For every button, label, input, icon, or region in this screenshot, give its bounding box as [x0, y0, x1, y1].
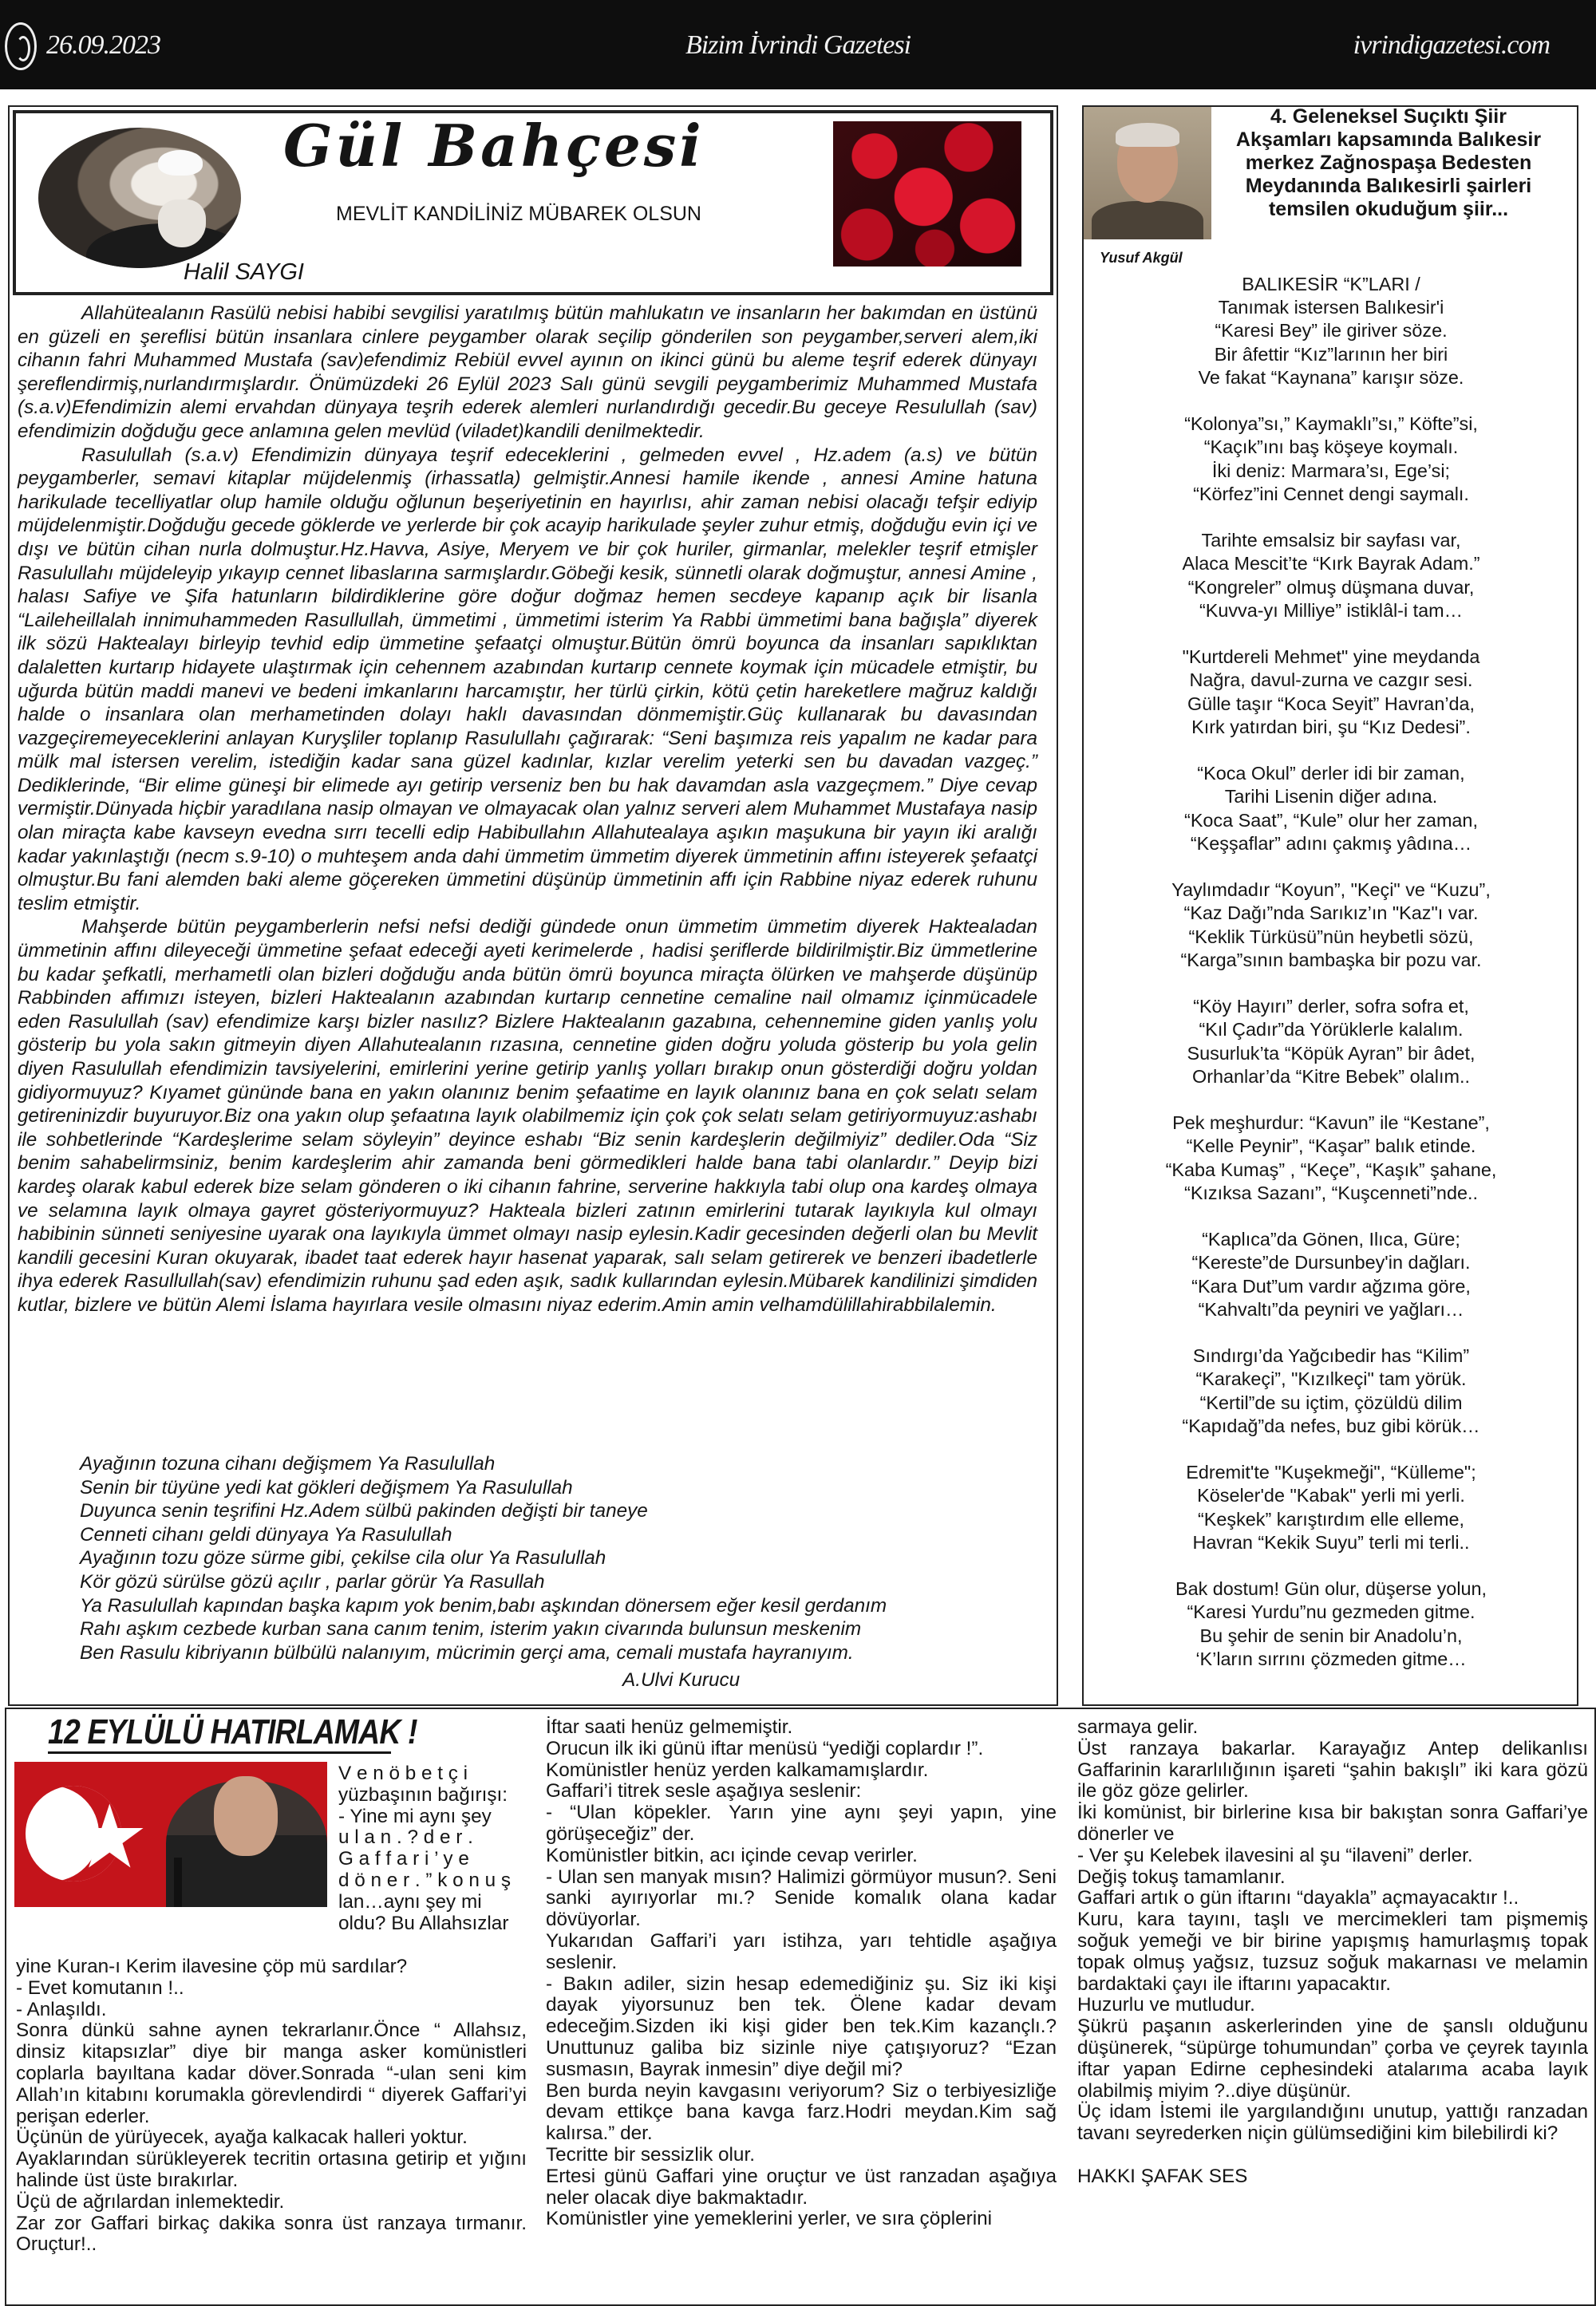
- author-name: Yusuf Akgül: [1100, 250, 1183, 266]
- poem-line: Alaca Mescit’te “Kırk Bayrak Adam.”: [1182, 553, 1480, 575]
- star-icon: ★: [70, 1788, 149, 1886]
- poem-line: Tarihi Lisenin diğer adına.: [1224, 786, 1438, 807]
- article-paragraph: Üçü de ağrılardan inlemektedir.: [16, 2190, 285, 2213]
- article-line: oldu? Bu Allahsızlar: [338, 1912, 509, 1934]
- greeting-line: MEVLİT KANDİLİNİZ MÜBAREK OLSUN: [336, 203, 701, 225]
- poem-line: “Karesi Bey” ile giriver söze.: [1215, 320, 1448, 342]
- poem-line: Pek meşhurdur: “Kavun” ile “Kestane”,: [1172, 1112, 1490, 1134]
- poem-stanza: [1085, 1345, 1577, 1438]
- article-paragraph: Huzurlu ve mutludur.: [1077, 1994, 1255, 2016]
- poem-stanza: [1085, 879, 1577, 972]
- poem-line: “Keklik Türküsü”nün heybetli sözü,: [1188, 926, 1474, 947]
- poem-stanza: [1085, 762, 1577, 855]
- poem-line: “Körfez”ini Cennet dengi saymalı.: [1193, 483, 1469, 504]
- poem-line: Orhanlar’da “Kitre Bebek” olalım..: [1192, 1065, 1470, 1087]
- flag-portrait-photo: [14, 1762, 327, 1907]
- poem-line: BALIKESİR “K”LARI /: [1242, 274, 1420, 294]
- newspaper-title: Bizim İvrindi Gazetesi: [685, 30, 911, 60]
- article-line: u l a n . ? d e r .: [338, 1826, 473, 1849]
- article-column-3: [1077, 1717, 1588, 2188]
- poem-stanza: [1085, 995, 1577, 1088]
- poem-line: “Köy Hayırı” derler, sofra sofra et,: [1193, 996, 1469, 1017]
- poem-line: “Kıl Çadır”da Yörüklerle kalalım.: [1199, 1019, 1464, 1040]
- poem-line: “Kara Dut”um vardır ağzıma göre,: [1191, 1275, 1471, 1297]
- article-line: G a f f a r i ’ y e: [338, 1848, 469, 1870]
- poem-intro-heading: 4. Geleneksel Suçıktı Şiir Akşamları kapsamında Balıkesir merkez Zağnospaşa Bedesten Meydanında Balıkesirli şairleri temsilen okuduğum şiir...: [1235, 105, 1542, 220]
- article-paragraph: Şükrü paşanın askerlerinden yine de şanslı olduğunu düşünerek, “süpürge tohumundan” çorba ve çeyrek tayınla iftar yapan Edirne cephesindeki atalarıma acaba layık olabilmiş miyim ?..diye düşünür.: [1077, 2016, 1588, 2102]
- poem-line: Tanımak istersen Balıkesir'i: [1218, 297, 1444, 318]
- article-paragraph: Ayaklarından sürükleyerek tecritin ortasına getirip et yığını halinde üst üste bırakırlar.: [16, 2148, 527, 2191]
- poem-line: “Koca Saat”, “Kule” olur her zaman,: [1184, 809, 1478, 831]
- balikesir-poem: [1085, 273, 1577, 1694]
- poem-line: Gülle taşır “Koca Seyit” Havran’da,: [1187, 693, 1476, 714]
- article-line: yüzbaşının bağırışı:: [338, 1783, 508, 1806]
- article-paragraph: Komünistler bitkin, acı içinde cevap verirler.: [546, 1844, 918, 1866]
- article-title: 12 EYLÜLÜ HATIRLAMAK !: [48, 1712, 417, 1751]
- article-paragraph: Orucun ilk iki günü iftar menüsü “yediği coplardır !”.: [546, 1737, 984, 1759]
- poem-line: “Karesi Yurdu”nu gezmeden gitme.: [1187, 1601, 1476, 1623]
- poem-line: “Kolonya”sı,” Kaymaklı”sı,” Köfte”si,: [1184, 413, 1478, 435]
- poem-line: “Kaz Dağı”nda Sarıkız’ın "Kaz"ı var.: [1183, 902, 1479, 924]
- poem-line: “Karakeçi”, "Kızılkeçi" tam yörük.: [1195, 1368, 1467, 1390]
- naat-poem: [80, 1452, 887, 1664]
- article-paragraph: Kuru, kara tayını, taşlı ve mercimekleri tam pişmemiş soğuk yemeği ve bir birine yapışmış hamurlaşmış topak topak olmuş yağsız, tuzsuz soğuk makarnası ve melamin bardaktaki çayı ile iftarını yapacaktır.: [1077, 1909, 1588, 1995]
- issue-date: 26.09.2023: [46, 30, 160, 60]
- newspaper-url[interactable]: ivrindigazetesi.com: [1353, 30, 1550, 60]
- poem-line: Cenneti cihanı geldi dünyaya Ya Rasulullah: [80, 1523, 452, 1546]
- poem-line: Bu şehir de senin bir Anadolu’n,: [1199, 1625, 1463, 1646]
- poem-line: Ve fakat “Kaynana” karışır söze.: [1198, 366, 1464, 388]
- poem-line: “Kertil”de su içtim, çözüldü dilim: [1199, 1392, 1463, 1413]
- article-paragraph: İki komünist, bir birlerine kısa bir bakıştan sonra Gaffari’ye dönerler ve: [1077, 1802, 1588, 1845]
- article-paragraph: Gaffari’i titrek sesle aşağıya seslenir:: [546, 1780, 862, 1803]
- article-paragraph: Ertesi günü Gaffari yine oruçtur ve üst ranzadan aşağıya neler olacak diye bakmaktadır.: [546, 2165, 1057, 2209]
- poem-line: İki deniz: Marmara’sı, Ege’si;: [1211, 460, 1451, 481]
- article-paragraph: - Ver şu Kelebek ilavesini al şu “ilaveni” derler.: [1077, 1844, 1473, 1866]
- roses-image: [833, 121, 1021, 267]
- title-underline: [48, 1751, 391, 1754]
- article-paragraph: - Evet komutanın !..: [16, 1976, 184, 1999]
- article-paragraph: Allahütealanın Rasülü nebisi habibi sevgilisi yaratılmış bütün mahlukatın ve insanların her bakımdan en üstünü en güzeli en şereflisi bütün insanlara cinlere peygamber olarak seçilip gönderilen son peygamber,serveri alem,iki cihanın fahri Muhammed Mustafa (sav)efendimiz Rebiül evvel ayının on ikinci günü bu aleme teşrif ederek dünyayı şereflendirmiş,nurlandırmışlardır. Önümüzdeki 26 Eylül 2023 Salı günü sevgili peygamberimiz Muhammed Mustafa (s.a.v)Efendimizin alemi ervahdan dünyaya teşrih ederek alemleri nurlandırdığı gecedir.Bu geceye Resulullah (sav) efendimizin doğduğu gece anlamına gelen mevlüd (viladet)kandili denilmektedir.: [18, 302, 1037, 442]
- poem-line: Ya Rasulullah kapından başka kapım yok benim,babı aşkından dönersem eğer kesil gerdanım: [80, 1594, 887, 1617]
- article-paragraph: Rasulullah (s.a.v) Efendimizin dünyaya teşrif edeceklerini , gelmeden evvel , Hz.adem (a.s) ve bütün peygamberler, semavi kitaplar müjdelenmiş (irhassatla) gelmiştir.Annesi hamile ikende , annesi Amine hatuna harikulade tecelliyatlar olup hamile olduğu oğlunun beşeriyetinin en hayırlısı, ahir zaman nebisi olacağı tefşir ediyip müjdelenmiştir.Doğduğu gecede göklerde ve yerlerde bir çok acayip harikulade şeyler zuhur etmiş, doğduğu evin içi ve dışı ve bütün cihan nurla dolmuştur.Hz.Havva, Asiye, Meryem ve bir çok huriler, girmanlar, melekler teşrif etmişler Rasulullahı müjdeleyip yıkayıp cennet libaslarına sarmışlardır.Göbeği kesik, sünnetli olarak doğmuştur, annesi Amine , halası Safiye ve Şifa hatunların bildirdiklerine göre doğur doğmaz hemen secdeye kapanıp açık bir lisanla “Laileheillalah innimuhammeden Rasullullah, ümmetimi , ümmetimi isterim Ya Rabbi ümmetimi bana bağışla” diyerek ilk sözü Haktealayı birleyip tevhid edip ümmetine şefaatçi olmuştur.Bütün ömrü boyunca da insanları sapıklıktan dalaletten kurtarıp hidayete ulaştırmak için cehennem azabından kurtarıp cennete koymak için mücadele etmiştir, bu uğurda bütün maddi manevi ve bedeni imkanlarını harcamıştır, her türlü çirkin, kötü çetin hareketlere mağruz kaldığı halde o insanlara olan merhametinden dolayı haklı davasından dönmemiştir.Güç kullanarak bu davasından vazgeçiremeyeceklerini anlayan Kuryşliler toplanıp Rasulullahı çağırarak: “Seni başımıza reis yapalım ne kadar para mülk mal istersen verelim, istediğin kadar sana güzel kadınlar, kızlar verelim yeterki sen bu davadan vazgeç.” Dediklerinde, “Bir elime güneşi bir elimede ayı getirip verseniz ben bu hak davamdan asla vazgeçmem.” Diye cevap vermiştir.Dünyada hiçbir yaradılana nasip olmayan ve olmayacak olan yalnız serveri alem Muhammet Mustafaya nasip olan miraçta kabe kavseyn evedna sırrı tecelli edip Habibullahın Allahutealaya aşıkın maşukuna bir yayın iki aralığı kadar yakınlaştığı (necm s.9-10) o muhteşem anda dahi ümmetim ümmetim diyerek ümmetinin affını isteyerek şefaatçi olmuştur.Bu fani alemden baki aleme göçereken ümmetini düşünüp ümmetinin affı için Rabbine niyaz ederek ruhunu teslim etmiştir.: [18, 444, 1037, 914]
- article-paragraph: - “Ulan köpekler. Yarın yine aynı şeyi yapın, yine görüşeceğiz” der.: [546, 1802, 1057, 1845]
- article-paragraph: Yukarıdan Gaffari’i yarı istihza, yarı tehtidle aşağıya seslenir.: [546, 1929, 1057, 1973]
- poem-line: “Kongreler” olmuş düşmana duvar,: [1187, 576, 1475, 598]
- article-line: d ö n e r . ” k o n u ş: [338, 1869, 512, 1891]
- article-paragraph: Üç idam İstemi ile yargılandığını unutup, yattığı ranzadan tavanı seyrederken niçin gülümsediğini kim bilebilirdi ki?: [1077, 2101, 1588, 2145]
- poem-line: Kör gözü sürülse gözü açılır , parlar görür Ya Rasullah: [80, 1570, 545, 1593]
- poem-line: Ben Rasulu kibriyanın bülbülü nalanıyım, mücrimin gerçi ama, cemali mustafa hayranıyım.: [80, 1641, 854, 1664]
- article-column-1: [16, 1957, 527, 2256]
- poem-line: Kırk yatırdan biri, şu “Kız Dedesi”.: [1191, 716, 1471, 737]
- poem-stanza: [1085, 1577, 1577, 1671]
- poem-line: “Karga”sının bambaşka bir pozu var.: [1180, 949, 1482, 970]
- author-photo-halil-saygi: [38, 128, 241, 268]
- article-paragraph: - Ulan sen manyak mısın? Halimizi görmüyor musun?. Seni sanki ayırıyorlar mı.? Senide komalık olana kadar dövüyorlar.: [546, 1866, 1057, 1931]
- poem-line: “Koca Okul” derler idi bir zaman,: [1197, 763, 1465, 784]
- article-column-1-wrap: [338, 1763, 527, 1934]
- poem-line: ‘K’ların sırrını çözmeden gitme…: [1195, 1648, 1467, 1669]
- poem-line: Köseler'de "Kabak" yerli mi yerli.: [1197, 1485, 1465, 1506]
- poem-line: “Kaba Kumaş” , “Keçe”, “Kaşık” şahane,: [1165, 1159, 1497, 1180]
- article-paragraph: Zar zor Gaffari birkaç dakika sonra üst ranzaya tırmanır. Oruçtur!..: [16, 2212, 527, 2256]
- article-paragraph: Üst ranzaya bakarlar. Karayağız Antep delikanlısı Gaffarinin kararlılığının işareti “şahin bakışlı” iki kara gözü ile göz göze gelirler.: [1077, 1737, 1588, 1803]
- poem-line: Senin bir tüyüne yedi kat gökleri değişmem Ya Rasulullah: [80, 1476, 573, 1499]
- article-paragraph: - Anlaşıldı.: [16, 1998, 107, 2020]
- article-paragraph: Komünistler yine yemeklerini yerler, ve sıra çöplerini: [546, 2208, 993, 2230]
- article-paragraph: sarmaya gelir.: [1077, 1716, 1199, 1738]
- author-photo-yusuf-akgul: [1084, 107, 1211, 239]
- column-title: Gül Bahçesi: [283, 112, 705, 180]
- poem-line: Nağra, davul-zurna ve cazgır sesi.: [1189, 669, 1473, 691]
- microphone-icon: [174, 1858, 182, 1907]
- article-author: HAKKI ŞAFAK SES: [1077, 2165, 1248, 2187]
- poem-line: Ayağının tozu göze sürme gibi, çekilse cila olur Ya Rasulullah: [80, 1547, 606, 1570]
- poem-line: “Kaplıca”da Gönen, Ilıca, Güre;: [1202, 1229, 1460, 1250]
- article-paragraph: Değiş tokuş tamamlanır.: [1077, 1866, 1286, 1888]
- article-line: lan…aynı şey mi: [338, 1890, 482, 1913]
- article-line: - Yine mi aynı şey: [338, 1805, 492, 1827]
- poem-signature: A.Ulvi Kurucu: [622, 1669, 741, 1691]
- article-column-2: [546, 1717, 1057, 2230]
- poem-stanza: [1085, 1461, 1577, 1554]
- poem-stanza: [1085, 1228, 1577, 1321]
- article-paragraph: Mahşerde bütün peygamberlerin nefsi nefsi dediği gündede onun ümmetim ümmetim diyerek Haktealadan ümmetinin affını dileyeceği ümmetine şefaat edeceği ayeti kerimelerde , hadisi şeriflerde bildirilmiştir.Biz ümmetlerine bu kadar şefkatli, merhametli olan bizleri doğduğu anda bütün ömrü boyunca miraçta ölürken ve mahşerde düşünüp Rabbinden affımızı isteyen, bizleri Haktealanın azabından kurtarıp cennetine cemaline nail olmamız içinmücadele eden Rasulullah (sav) efendimize karşı bizler nasılız? Bizlere Haktealanın gazabına, cehennemine giden yanlış yolu gösterip bu yola sakın gitmeyin diyen Allahutealanın rızasına, cennetine giden doğru yoluda gösterip bu yola gelin diyen Rasulullah efendimizin tavsiyelerini, emirlerini yerine getirip yanlış yolları bırakıp onun gösterdiği doğru yoldan gidiyormuyuz? Kıyamet gününde bana en yakın olanınız benim şefaatime en layık olanınız bana en çok selatı selam getireninizdir buyuruyor.Biz ona yakın olup şefaatına layık olabilmemiz için çok çok selatı selam getiriyormuyuz:ashabı ile sohbetlerinde “Kardeşlerime selam söyleyin” deyince eshabı “Biz senin kardeşlerin değilmiyiz” dediler.Oda “Siz benim sahabelirmsiniz, benim kardeşlerim ahir zamanda beni görmedikleri halde bana tabi olanlardır.” Deyip bizi kardeş olarak kabul ederek bize selam gönderen o iki cihanın fahrine, serverine hakkıyla tabi olup ona kardeş olmaya ve selamına layık olmaya gayret gösteriyormuyuz? Hakteala bizleri zatının emirlerini tutarak layıkıyla kul olmayı habibinin sünneti seniyesine uyarak ona layıkıyla ümmet olmayı nasip eylesin.Kadir gecesinden değerli olan bu Mevlit kandili gecesini Kuran okuyarak, ibadet taat ederek hayır hasenat yaparak, salı selam getirerek ve benzeri ibadetlerle ihya ederek Rasullullah(sav) efendimizin ruhunu şad eden aşık, sadık kullarından eylesin.Mübarek kandilinizi şimdiden kutlar, bizlere ve bütün Alemi İslama hayırlara vesile olmasını niyaz ederim.Amin amin velhamdülillahirabbilalemin.: [18, 916, 1037, 1316]
- poem-line: “Kelle Peynir”, “Kaşar” balık etinde.: [1186, 1135, 1476, 1157]
- article-spacer: [1077, 2145, 1588, 2166]
- poem-line: Rahı aşkım cezbede kurban sana canım tenim, isterim yakın civarında bulunsun meskenim: [80, 1618, 862, 1641]
- article-line: V e n ö b e t ç i: [338, 1763, 468, 1784]
- article-paragraph: Sonra dünkü sahne aynen tekrarlanır.Önce “ Allahsız, dinsiz kitapsızlar” diye bir manga asker komünistleri coplarla bayıltana kadar döver.Sonrada “-ulan seni kim Allah’ın kitabını korumakla görevlendirdi “ diyerek Gaffari’yi perişan ederler.: [16, 2020, 527, 2127]
- poem-line: Edremit'te "Kuşekmeği", “Külleme";: [1186, 1462, 1476, 1483]
- poem-line: Bir âfettir “Kız”larının her biri: [1214, 343, 1448, 365]
- poem-line: Ayağının tozuna cihanı değişmem Ya Rasulullah: [80, 1453, 496, 1475]
- poem-stanza: [1085, 646, 1577, 739]
- poem-line: “Kereste”de Dursunbey'in dağları.: [1191, 1252, 1471, 1273]
- poem-line: Havran “Kekik Suyu” terli mi terli..: [1192, 1531, 1470, 1553]
- poem-stanza: [1085, 273, 1577, 389]
- article-paragraph: Gaffari artık o gün iftarını “dayakla” açmayacaktır !..: [1077, 1887, 1519, 1909]
- masthead: [0, 0, 1596, 89]
- article-paragraph: yine Kuran-ı Kerim ilavesine çöp mü sardılar?: [16, 1956, 408, 1977]
- article-paragraph: - Bakın adiler, sizin hesap edemediğiniz şu. Siz iki kişi dayak yiyorsunuz ben tek. Ölene kadar devam edeceğim.Sizden iki kişi gider ben tek.Kim kazançlı.? Unuttunuz galiba biz sizinle niye çatışıyoruz? “Ezan susmasın, Bayrak inmesin” diye değil mi?: [546, 1972, 1057, 2080]
- poem-line: “Kuvva-yı Milliye” istiklâl-i tam…: [1199, 599, 1464, 621]
- poem-line: “Kaçık”ını baş köşeye koymalı.: [1203, 436, 1459, 458]
- poem-stanza: [1085, 529, 1577, 622]
- poem-line: “Kızıksa Sazanı”, “Kuşcenneti”nde..: [1184, 1182, 1478, 1203]
- poem-line: “Kapıdağ”da nefes, buz gibi körük…: [1182, 1415, 1480, 1436]
- article-paragraph: Tecritte bir sessizlik olur.: [546, 2143, 755, 2166]
- article-paragraph: İftar saati henüz gelmemiştir.: [546, 1716, 793, 1738]
- poem-line: “Kahvaltı”da peyniri ve yağları…: [1198, 1298, 1464, 1320]
- article-paragraph: Üçünün de yürüyecek, ayağa kalkacak halleri yoktur.: [16, 2126, 468, 2149]
- poem-line: "Kurtdereli Mehmet" yine meydanda: [1182, 646, 1480, 668]
- article-paragraph: Ben burda neyin kavgasını veriyorum? Siz o terbiyesizliğe devam ettikçe bana kavga farz.Hodri meydan.Kim sağ kalırsa.” der.: [546, 2079, 1057, 2145]
- author-name: Halil SAYGI: [184, 259, 304, 285]
- poem-line: Yaylımdadır “Koyun”, "Keçi" ve “Kuzu”,: [1171, 879, 1491, 901]
- poem-stanza: [1085, 1112, 1577, 1205]
- poem-line: “Keşşaflar” adını çakmış yâdına…: [1190, 832, 1472, 854]
- gul-article-body: [18, 302, 1037, 1317]
- poem-line: Bak dostum! Gün olur, düşerse yolun,: [1175, 1578, 1487, 1600]
- poem-line: Susurluk’ta “Köpük Ayran” bir âdet,: [1187, 1042, 1476, 1064]
- poem-line: Sındırgı’da Yağcıbedir has “Kilim”: [1192, 1345, 1470, 1367]
- article-paragraph: Komünistler henüz yerden kalkamamışlardır.: [546, 1759, 929, 1781]
- poem-line: Tarihte emsalsiz bir sayfası var,: [1201, 530, 1461, 551]
- poem-line: Duyunca senin teşrifini Hz.Adem sülbü pakinden değişti bir taneye: [80, 1500, 648, 1522]
- poem-line: “Keşkek” karıştırdım elle elleme,: [1197, 1508, 1465, 1530]
- poem-stanza: [1085, 413, 1577, 506]
